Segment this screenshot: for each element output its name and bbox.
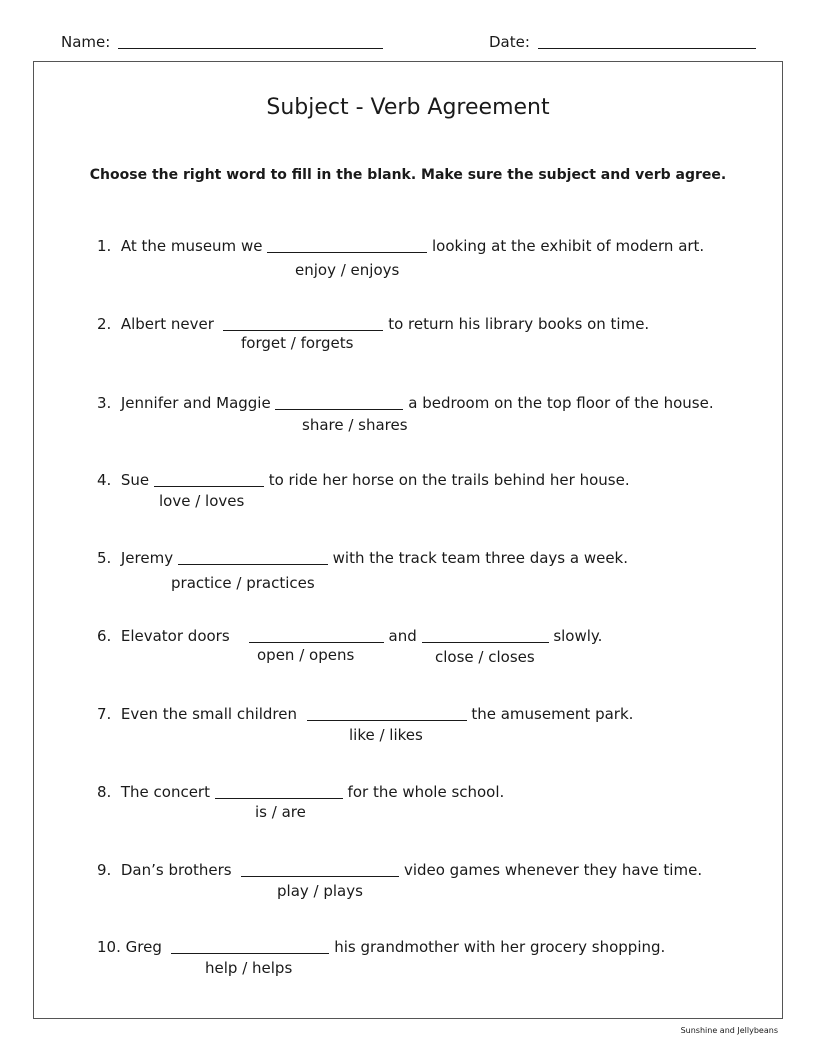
choice-options: love / loves — [159, 492, 245, 510]
question-2 — [97, 315, 649, 333]
question-number: 9. — [97, 861, 112, 879]
answer-blank[interactable] — [154, 486, 264, 487]
question-text-before: Sue — [120, 471, 150, 489]
question-3 — [97, 394, 714, 412]
question-5 — [97, 549, 628, 567]
question-text-after: a bedroom on the top floor of the house. — [408, 394, 714, 412]
question-9 — [97, 861, 702, 879]
footer-credit: Sunshine and Jellybeans — [680, 1026, 778, 1035]
question-text-after: with the track team three days a week. — [332, 549, 629, 567]
choice-options: practice / practices — [171, 574, 315, 592]
answer-blank[interactable] — [178, 564, 328, 565]
question-text-after: looking at the exhibit of modern art. — [432, 237, 705, 255]
choice-options: like / likes — [349, 726, 423, 744]
question-1 — [97, 237, 704, 255]
instructions: Choose the right word to fill in the blank. Make sure the subject and verb agree. — [89, 167, 727, 183]
choice-options: enjoy / enjoys — [295, 261, 400, 279]
question-number: 3. — [97, 394, 112, 412]
question-number: 2. — [97, 315, 112, 333]
answer-blank[interactable] — [249, 642, 384, 643]
answer-blank[interactable] — [275, 409, 403, 410]
name-label: Name: — [61, 33, 111, 51]
choice-options: help / helps — [205, 959, 293, 977]
question-text-after: video games whenever they have time. — [403, 861, 703, 879]
choice-options: open / opens — [257, 646, 355, 664]
name-field[interactable] — [61, 33, 383, 51]
question-number: 6. — [97, 627, 112, 645]
name-blank-line[interactable] — [118, 48, 383, 49]
page-title: Subject - Verb Agreement — [266, 95, 550, 120]
question-text-after: to ride her horse on the trails behind her house. — [268, 471, 630, 489]
question-7 — [97, 705, 633, 723]
choice-options: share / shares — [302, 416, 408, 434]
date-field[interactable] — [489, 33, 756, 51]
choice-options: is / are — [255, 803, 306, 821]
question-text-after: the amusement park. — [471, 705, 634, 723]
answer-blank[interactable] — [267, 252, 427, 253]
question-number: 1. — [97, 237, 112, 255]
question-number: 7. — [97, 705, 112, 723]
question-4 — [97, 471, 630, 489]
question-text-before: Elevator doors — [120, 627, 230, 645]
answer-blank[interactable] — [241, 876, 399, 877]
question-text-middle: and — [388, 627, 417, 645]
question-text-before: The concert — [120, 783, 210, 801]
question-text-before: Greg — [125, 938, 162, 956]
question-number: 8. — [97, 783, 112, 801]
question-10 — [97, 938, 665, 956]
date-label: Date: — [489, 33, 530, 51]
question-text-after: his grandmother with her grocery shopping. — [334, 938, 666, 956]
question-text-before: Jennifer and Maggie — [120, 394, 271, 412]
question-text-before: Even the small children — [120, 705, 298, 723]
choice-options-2: close / closes — [435, 648, 535, 666]
answer-blank-2[interactable] — [422, 642, 549, 643]
question-text-after: slowly. — [553, 627, 603, 645]
choice-options: play / plays — [277, 882, 363, 900]
answer-blank[interactable] — [215, 798, 343, 799]
answer-blank[interactable] — [223, 330, 383, 331]
question-text-after: for the whole school. — [347, 783, 505, 801]
date-blank-line[interactable] — [538, 48, 756, 49]
question-number: 4. — [97, 471, 112, 489]
question-number: 5. — [97, 549, 112, 567]
choice-options: forget / forgets — [241, 334, 354, 352]
question-6 — [97, 627, 602, 645]
question-text-before: At the museum we — [120, 237, 263, 255]
question-text-before: Albert never — [120, 315, 214, 333]
question-text-after: to return his library books on time. — [388, 315, 650, 333]
question-8 — [97, 783, 504, 801]
question-number: 10. — [97, 938, 121, 956]
answer-blank[interactable] — [307, 720, 467, 721]
question-text-before: Dan’s brothers — [120, 861, 232, 879]
answer-blank[interactable] — [171, 953, 329, 954]
question-text-before: Jeremy — [120, 549, 174, 567]
